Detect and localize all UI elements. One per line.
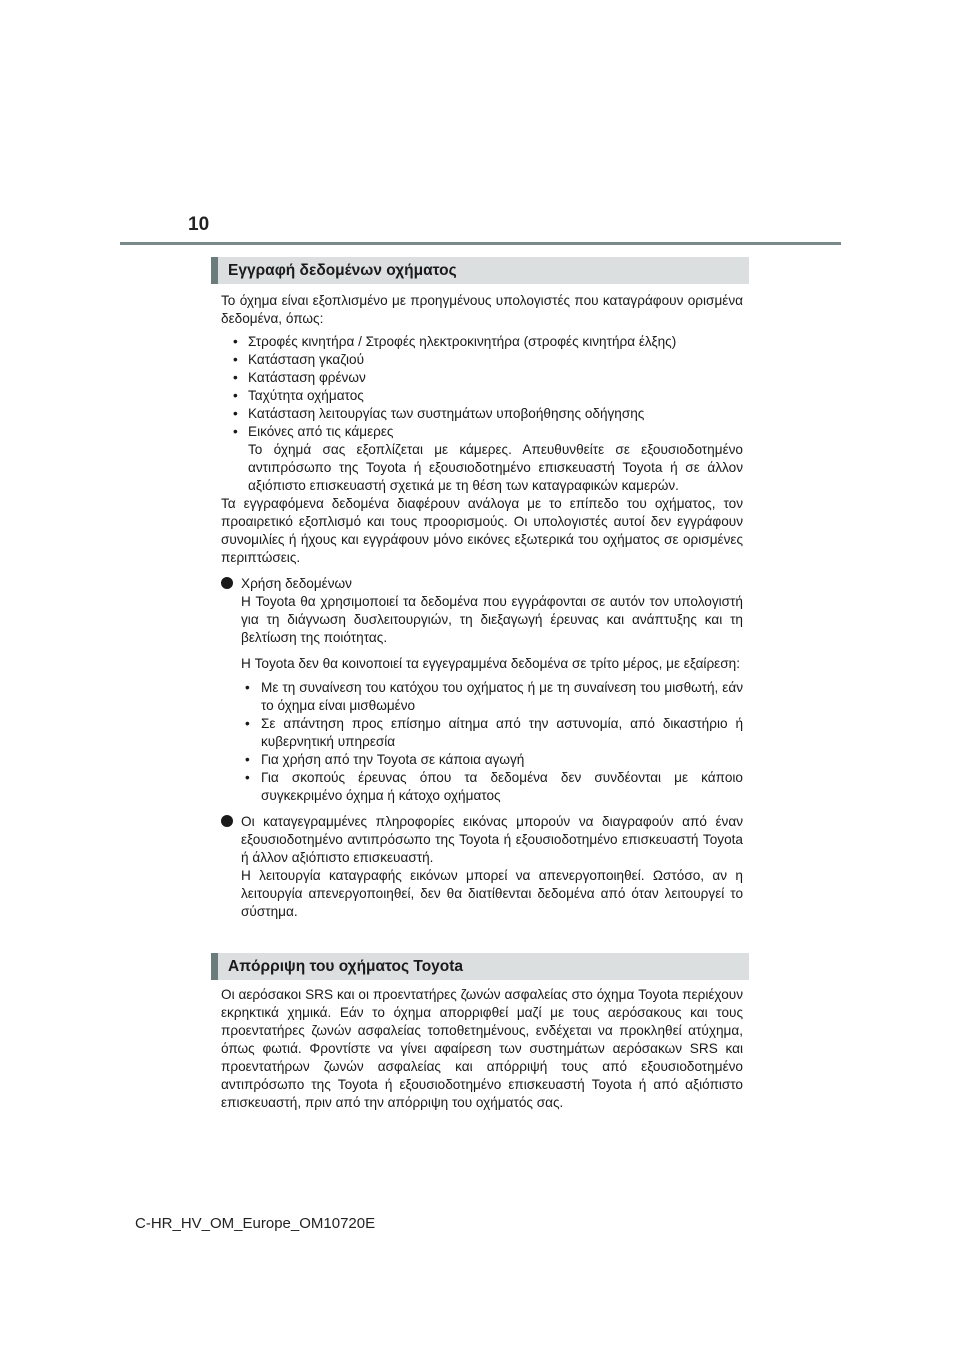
bullet-dot-icon (221, 577, 233, 589)
document-footer: C-HR_HV_OM_Europe_OM10720E (135, 1215, 376, 1232)
image-deletion-item (221, 813, 743, 921)
list-item: • Ταχύτητα οχήματος (221, 387, 743, 405)
section-body-vehicle-data (221, 292, 743, 921)
data-sharing-text: Η Toyota δεν θα κοινοποιεί τα εγγεγραμμένα δεδομένα σε τρίτο μέρος, με εξαίρεση: (241, 656, 740, 671)
image-disable-text: Η λειτουργία καταγραφής εικόνων μπορεί να απενεργοποιηθεί. Ωστόσο, αν η λειτουργία απενεργοποιηθεί, δεν θα διατίθενται δεδομένα από όταν λειτουργεί το σύστημα. (241, 868, 743, 919)
section-title: Εγγραφή δεδομένων οχήματος (228, 261, 457, 279)
section-header-bar (211, 257, 218, 284)
list-item: • Για χρήση από την Toyota σε κάποια αγωγή (241, 751, 743, 769)
sharing-exceptions-list (241, 679, 743, 805)
list-item: • Κατάσταση λειτουργίας των συστημάτων υποβοήθησης οδήγησης (221, 405, 743, 423)
image-deletion-text: Οι καταγεγραμμένες πληροφορίες εικόνας μπορούν να διαγραφούν από έναν εξουσιοδοτημένο αντιπρόσωπο της Toyota ή εξουσιοδοτημένο επισκευαστή Toyota ή άλλον αξιόπιστο επισκευαστή. (241, 814, 743, 865)
section-header-vehicle-data (211, 257, 749, 284)
section-body-disposal (221, 986, 743, 1112)
list-item: • Με τη συναίνεση του κατόχου του οχήματος ή με τη συναίνεση του μισθωτή, εάν το όχημα είναι μισθωμένο (241, 679, 743, 715)
camera-note: Το όχημά σας εξοπλίζεται με κάμερες. Απευθυνθείτε σε εξουσιοδοτημένο αντιπρόσωπο της Toyota ή εξουσιοδοτημένο επισκευαστή Toyota ή σε άλλον αξιόπιστο επισκευαστή σχετικά με τη θέση των καταγραφικών καμερών. (248, 442, 743, 493)
page-number: 10 (188, 214, 210, 235)
data-paragraph: Τα εγγραφόμενα δεδομένα διαφέρουν ανάλογα με το επίπεδο του οχήματος, τον προαιρετικό εξοπλισμό και τους προορισμούς. Οι υπολογιστές αυτοί δεν εγγράφουν συνομιλίες ή ήχους και εγγράφουν μόνο εικόνες εξωτερικά του οχήματος σε ορισμένες περιπτώσεις. (221, 496, 743, 565)
list-item (221, 423, 743, 495)
list-item: • Για σκοπούς έρευνας όπου τα δεδομένα δεν συνδέονται με κάποιο συγκεκριμένο όχημα ή κάτοχο οχήματος (241, 769, 743, 805)
list-item-label: Εικόνες από τις κάμερες (248, 424, 394, 439)
list-item: • Κατάσταση φρένων (221, 369, 743, 387)
list-item: • Σε απάντηση προς επίσημο αίτημα από την αστυνομία, από δικαστήριο ή κυβερνητική υπηρεσία (241, 715, 743, 751)
data-usage-text: Η Toyota θα χρησιμοποιεί τα δεδομένα που εγγράφονται σε αυτόν τον υπολογιστή για τη διάγνωση δυσλειτουργιών, τη διεξαγωγή έρευνας και ανάπτυξης και τη βελτίωση της ποιότητας. (241, 594, 743, 645)
data-usage-title: Χρήση δεδομένων (241, 576, 352, 591)
header-rule (120, 242, 841, 245)
intro-paragraph: Το όχημα είναι εξοπλισμένο με προηγμένους υπολογιστές που καταγράφουν ορισμένα δεδομένα, όπως: (221, 293, 743, 326)
recorded-data-list (221, 333, 743, 495)
data-usage-item (221, 575, 743, 805)
bullet-dot-icon (221, 815, 233, 827)
section-header-disposal (211, 953, 749, 980)
disposal-paragraph: Οι αερόσακοι SRS και οι προεντατήρες ζωνών ασφαλείας στο όχημα Toyota περιέχουν εκρηκτικά χημικά. Εάν το όχημα απορριφθεί μαζί με τους αερόσακους και τους προεντατήρες ζωνών ασφαλείας τοποθετημένους, ενδέχεται να προκληθεί ατύχημα, όπως φωτιά. Φροντίστε να γίνει αφαίρεση των συστημάτων αερόσακων SRS και προεντατήρων ζωνών ασφαλείας και απόρριψή τους από εξουσιοδοτημένο αντιπρόσωπο της Toyota ή εξουσιοδοτημένο επισκευαστή Toyota ή από αξιόπιστο επισκευαστή, πριν από την απόρριψη του οχήματός σας. (221, 987, 743, 1110)
section-title: Απόρριψη του οχήματος Toyota (228, 957, 464, 975)
section-header-bar (211, 953, 218, 980)
list-item: • Στροφές κινητήρα / Στροφές ηλεκτροκινητήρα (στροφές κινητήρα έλξης) (221, 333, 743, 351)
list-item: • Κατάσταση γκαζιού (221, 351, 743, 369)
